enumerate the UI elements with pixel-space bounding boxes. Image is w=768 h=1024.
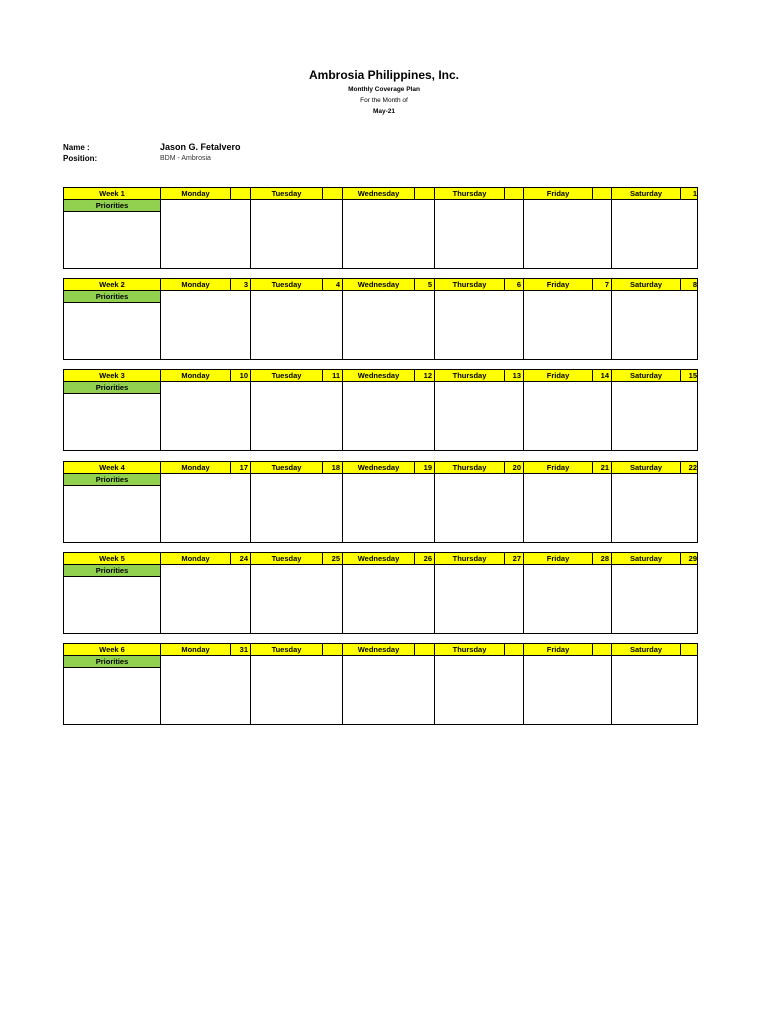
week-block	[63, 552, 698, 634]
day-date: 22	[680, 462, 699, 473]
day-column-border	[434, 291, 435, 359]
day-date: 21	[592, 462, 611, 473]
week-label: Week 1	[99, 189, 125, 198]
day-date	[592, 188, 611, 199]
day-name: Friday	[523, 370, 592, 381]
day-column-border	[160, 656, 161, 724]
day-column-border	[160, 200, 161, 268]
priorities-label: Priorities	[64, 200, 160, 212]
day-column-border	[434, 656, 435, 724]
day-name: Thursday	[434, 279, 504, 290]
name-value: Jason G. Fetalvero	[160, 142, 241, 152]
day-date: 6	[504, 279, 523, 290]
day-date	[322, 188, 342, 199]
day-date	[680, 644, 699, 655]
day-column-border	[611, 200, 612, 268]
day-name: Monday	[160, 644, 230, 655]
day-column-border	[434, 382, 435, 450]
day-name: Saturday	[611, 462, 680, 473]
day-column-border	[611, 474, 612, 542]
week-block	[63, 643, 698, 725]
day-name: Friday	[523, 279, 592, 290]
day-column-border	[523, 565, 524, 633]
day-date: 11	[322, 370, 342, 381]
day-column-border	[434, 474, 435, 542]
day-name: Saturday	[611, 553, 680, 564]
day-name: Friday	[523, 188, 592, 199]
day-column-border	[250, 291, 251, 359]
week-label: Week 3	[99, 371, 125, 380]
day-column-border	[250, 656, 251, 724]
day-name: Monday	[160, 370, 230, 381]
week-header-row	[64, 370, 697, 382]
day-name: Thursday	[434, 188, 504, 199]
day-column-border	[250, 382, 251, 450]
day-name: Thursday	[434, 644, 504, 655]
day-name: Monday	[160, 462, 230, 473]
priorities-label: Priorities	[64, 565, 160, 577]
day-name: Thursday	[434, 462, 504, 473]
day-date	[504, 188, 523, 199]
day-column-border	[160, 474, 161, 542]
day-name: Saturday	[611, 370, 680, 381]
day-column-border	[160, 382, 161, 450]
day-column-border	[611, 291, 612, 359]
day-date: 12	[414, 370, 434, 381]
week-header-row	[64, 188, 697, 200]
day-date: 26	[414, 553, 434, 564]
day-date: 4	[322, 279, 342, 290]
day-name: Wednesday	[342, 553, 414, 564]
priorities-label: Priorities	[64, 291, 160, 303]
day-date: 14	[592, 370, 611, 381]
day-date: 27	[504, 553, 523, 564]
day-name: Wednesday	[342, 188, 414, 199]
position-label: Position:	[63, 154, 98, 163]
day-date	[414, 644, 434, 655]
day-name: Saturday	[611, 188, 680, 199]
day-name: Monday	[160, 188, 230, 199]
day-date	[504, 644, 523, 655]
day-date	[322, 644, 342, 655]
day-column-border	[434, 200, 435, 268]
week-label: Week 6	[99, 645, 125, 654]
day-date	[592, 644, 611, 655]
day-column-border	[523, 200, 524, 268]
position-value: BDM - Ambrosia	[160, 155, 211, 162]
day-column-border	[250, 200, 251, 268]
day-name: Wednesday	[342, 462, 414, 473]
day-date: 31	[230, 644, 250, 655]
day-name: Saturday	[611, 279, 680, 290]
day-column-border	[160, 565, 161, 633]
month-value: May-21	[372, 108, 396, 115]
day-name: Friday	[523, 462, 592, 473]
day-column-border	[250, 565, 251, 633]
company-name: Ambrosia Philippines, Inc.	[308, 68, 460, 82]
day-date: 10	[230, 370, 250, 381]
day-date: 25	[322, 553, 342, 564]
plan-title: Monthly Coverage Plan	[348, 86, 420, 93]
week-label: Week 4	[99, 463, 125, 472]
day-column-border	[250, 474, 251, 542]
week-block	[63, 461, 698, 543]
day-column-border	[342, 382, 343, 450]
day-column-border	[342, 656, 343, 724]
day-column-border	[523, 291, 524, 359]
day-column-border	[342, 200, 343, 268]
day-date: 28	[592, 553, 611, 564]
day-name: Thursday	[434, 553, 504, 564]
day-name: Tuesday	[250, 462, 322, 473]
day-column-border	[160, 291, 161, 359]
day-date: 1	[680, 188, 699, 199]
day-name: Monday	[160, 553, 230, 564]
week-block	[63, 369, 698, 451]
day-date: 29	[680, 553, 699, 564]
month-label: For the Month of	[360, 97, 408, 104]
day-name: Monday	[160, 279, 230, 290]
day-date	[414, 188, 434, 199]
day-date: 17	[230, 462, 250, 473]
priorities-label: Priorities	[64, 656, 160, 668]
week-header-row	[64, 644, 697, 656]
week-label: Week 2	[99, 280, 125, 289]
day-column-border	[611, 382, 612, 450]
day-name: Thursday	[434, 370, 504, 381]
day-date	[230, 188, 250, 199]
day-column-border	[434, 565, 435, 633]
name-label: Name :	[63, 143, 90, 152]
day-name: Wednesday	[342, 644, 414, 655]
week-header-row	[64, 279, 697, 291]
day-name: Tuesday	[250, 279, 322, 290]
day-date: 3	[230, 279, 250, 290]
day-column-border	[523, 382, 524, 450]
day-date: 19	[414, 462, 434, 473]
priorities-label: Priorities	[64, 382, 160, 394]
day-name: Saturday	[611, 644, 680, 655]
day-date: 24	[230, 553, 250, 564]
day-name: Tuesday	[250, 188, 322, 199]
week-block	[63, 187, 698, 269]
day-name: Wednesday	[342, 370, 414, 381]
week-header-row	[64, 553, 697, 565]
day-name: Friday	[523, 644, 592, 655]
day-name: Wednesday	[342, 279, 414, 290]
day-column-border	[342, 565, 343, 633]
day-date: 15	[680, 370, 699, 381]
day-column-border	[342, 291, 343, 359]
day-date: 5	[414, 279, 434, 290]
day-name: Friday	[523, 553, 592, 564]
day-date: 18	[322, 462, 342, 473]
week-header-row	[64, 462, 697, 474]
day-column-border	[523, 474, 524, 542]
day-column-border	[611, 656, 612, 724]
day-name: Tuesday	[250, 644, 322, 655]
week-label: Week 5	[99, 554, 125, 563]
day-date: 7	[592, 279, 611, 290]
day-column-border	[342, 474, 343, 542]
week-block	[63, 278, 698, 360]
day-column-border	[611, 565, 612, 633]
day-date: 13	[504, 370, 523, 381]
priorities-label: Priorities	[64, 474, 160, 486]
day-date: 8	[680, 279, 699, 290]
day-name: Tuesday	[250, 553, 322, 564]
day-date: 20	[504, 462, 523, 473]
day-column-border	[523, 656, 524, 724]
day-name: Tuesday	[250, 370, 322, 381]
